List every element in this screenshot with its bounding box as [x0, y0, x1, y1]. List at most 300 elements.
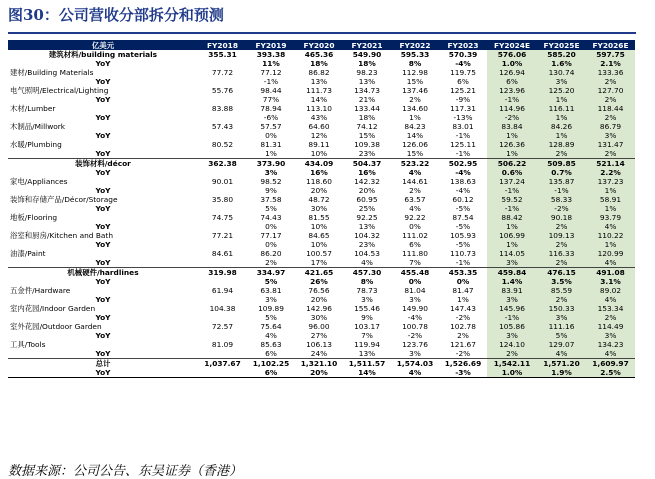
cell-value: -1% [455, 149, 471, 158]
cell-value: 4% [586, 222, 635, 231]
yoy-row [8, 295, 635, 304]
row-label: 家电/Appliances [10, 177, 68, 186]
cell-value: 57.57 [260, 122, 282, 131]
cell-value: 13% [358, 222, 376, 231]
cell-value: 81.09 [211, 340, 234, 349]
cell-value: 2% [537, 295, 586, 304]
cell-value: 1,511.57 [343, 359, 391, 369]
cell-value: 362.38 [198, 159, 247, 169]
row-label: YoY [95, 95, 111, 104]
cell-value: 106.13 [306, 340, 332, 349]
cell-value: 134.60 [402, 104, 428, 113]
row-label: 水暖/Plumbing [10, 140, 62, 149]
row-label: 建材/Building Materials [10, 68, 94, 77]
cell-value: 597.75 [586, 50, 635, 59]
cell-value: 123.96 [487, 86, 537, 95]
segment-row [8, 50, 635, 59]
cell-value: 2% [457, 331, 469, 340]
category-row [8, 304, 635, 313]
cell-value: 5% [264, 277, 278, 286]
row-label: YoY [95, 349, 111, 358]
cell-value: 110.73 [450, 249, 476, 258]
cell-value: -5% [455, 240, 471, 249]
cell-value: 150.33 [537, 304, 586, 313]
cell-value: 3% [586, 331, 635, 340]
cell-value: -1% [487, 186, 537, 195]
cell-value: 120.99 [586, 249, 635, 258]
cell-value: 0% [265, 131, 277, 140]
cell-value [198, 77, 247, 86]
cell-value: 128.89 [537, 140, 586, 149]
cell-value: 77.21 [211, 231, 234, 240]
cell-value: 142.96 [306, 304, 332, 313]
cell-value: 84.65 [308, 231, 330, 240]
cell-value: 7% [361, 331, 373, 340]
cell-value: 109.89 [258, 304, 284, 313]
cell-value: 104.53 [354, 249, 380, 258]
row-label: YoY [8, 368, 198, 378]
cell-value: 126.06 [402, 140, 428, 149]
cell-value: 58.33 [537, 195, 586, 204]
cell-value: -9% [455, 95, 471, 104]
cell-value: 81.04 [404, 286, 426, 295]
cell-value: 145.96 [487, 304, 537, 313]
cell-value: 523.22 [391, 159, 439, 169]
cell-value: 595.33 [400, 50, 430, 59]
cell-value: 1% [487, 222, 537, 231]
cell-value: 1.6% [537, 59, 586, 68]
cell-value: 14% [310, 95, 328, 104]
row-label: 五金件/Hardware [10, 286, 71, 295]
category-row [8, 140, 635, 149]
cell-value [198, 131, 247, 140]
cell-value: 74.12 [356, 122, 378, 131]
cell-value: 12% [310, 131, 328, 140]
yoy-row [8, 313, 635, 322]
cell-value: 74.43 [260, 213, 282, 222]
cell-value [198, 277, 247, 286]
cell-value: 125.20 [537, 86, 586, 95]
row-label: YoY [95, 77, 111, 86]
cell-value: 3.1% [586, 277, 635, 286]
cell-value: 104.38 [209, 304, 236, 313]
cell-value: 84.61 [211, 249, 234, 258]
cell-value: 1,526.69 [439, 359, 487, 369]
cell-value: 26% [310, 277, 328, 286]
cell-value: 15% [406, 149, 424, 158]
row-label: YoY [95, 295, 111, 304]
yoy-row [8, 204, 635, 213]
cell-value: 549.90 [352, 50, 382, 59]
cell-value: 83.01 [452, 122, 474, 131]
cell-value: 1.0% [487, 368, 537, 378]
cell-value [198, 331, 247, 340]
cell-value: 3% [537, 77, 586, 86]
cell-value: 1% [487, 149, 537, 159]
cell-value: 1.9% [537, 368, 586, 378]
cell-value: 18% [310, 59, 328, 68]
cell-value: 106.99 [487, 231, 537, 240]
cell-value: 96.00 [308, 322, 330, 331]
header-year: FY2018 [198, 40, 247, 50]
cell-value: 83.91 [487, 286, 537, 295]
cell-value: 98.44 [260, 86, 282, 95]
cell-value: 81.31 [260, 140, 282, 149]
cell-value: 83.88 [211, 104, 234, 113]
cell-value: 0% [456, 277, 470, 286]
cell-value: 2% [409, 186, 421, 195]
yoy-row [8, 149, 635, 159]
cell-value: -13% [453, 113, 473, 122]
row-label: 木材/Lumber [10, 104, 56, 113]
cell-value: 85.63 [260, 340, 282, 349]
category-row [8, 249, 635, 258]
cell-value: 83.84 [487, 122, 537, 131]
row-label: YoY [95, 258, 111, 267]
cell-value: 72.57 [211, 322, 234, 331]
cell-value: 112.98 [402, 68, 428, 77]
row-label: 总计 [8, 359, 198, 369]
cell-value: -2% [455, 313, 471, 322]
cell-value: 137.46 [402, 86, 428, 95]
cell-value: 4% [586, 258, 635, 268]
cell-value: -1% [455, 131, 471, 140]
category-row [8, 86, 635, 95]
cell-value: 0.6% [487, 168, 537, 177]
cell-value: 20% [310, 295, 328, 304]
cell-value: 1,321.10 [295, 359, 343, 369]
cell-value: 58.91 [586, 195, 635, 204]
cell-value: 100.57 [306, 249, 332, 258]
cell-value: 135.87 [537, 177, 586, 186]
cell-value [198, 295, 247, 304]
cell-value: 2% [537, 149, 586, 159]
cell-value [198, 95, 247, 104]
cell-value: 116.11 [537, 104, 586, 113]
cell-value: 93.79 [586, 213, 635, 222]
row-label: 浴室和厨房/Kitchen and Bath [10, 231, 114, 240]
cell-value: 3% [265, 295, 277, 304]
yoy-row [8, 349, 635, 359]
yoy-row [8, 186, 635, 195]
cell-value: 11% [262, 59, 280, 68]
header-year: FY2026E [586, 40, 635, 50]
cell-value: 27% [310, 331, 328, 340]
cell-value: 13% [310, 77, 328, 86]
cell-value: -5% [455, 204, 471, 213]
row-label: 地板/Flooring [10, 213, 58, 222]
cell-value: 30% [310, 204, 328, 213]
cell-value: 88.42 [487, 213, 537, 222]
cell-value: 1.0% [487, 59, 537, 68]
cell-value: 9% [265, 186, 277, 195]
category-row [8, 177, 635, 186]
cell-value: 8% [408, 59, 422, 68]
cell-value: 5% [265, 313, 277, 322]
cell-value: 2% [586, 95, 635, 104]
row-label: YoY [95, 168, 111, 177]
cell-value: -6% [263, 113, 279, 122]
cell-value: 21% [358, 95, 376, 104]
cell-value: 434.09 [295, 159, 343, 169]
yoy-row [8, 240, 635, 249]
header-year: FY2024E [487, 40, 537, 50]
cell-value: 116.33 [537, 249, 586, 258]
cell-value: -1% [487, 95, 537, 104]
header-year: FY2021 [343, 40, 391, 50]
cell-value: 109.13 [537, 231, 586, 240]
cell-value: 90.18 [537, 213, 586, 222]
cell-value: 1,609.97 [586, 359, 635, 369]
cell-value: 18% [358, 113, 376, 122]
cell-value: 147.43 [450, 304, 476, 313]
row-label: YoY [95, 331, 111, 340]
cell-value: 92.25 [356, 213, 378, 222]
cell-value: 60.12 [452, 195, 474, 204]
row-label: 机械硬件/hardlines [8, 268, 198, 278]
cell-value: 15% [406, 77, 424, 86]
cell-value: 459.84 [487, 268, 537, 278]
cell-value: 14% [406, 131, 424, 140]
cell-value: 4% [265, 331, 277, 340]
cell-value: 86.79 [586, 122, 635, 131]
cell-value: 114.96 [487, 104, 537, 113]
cell-value: 64.60 [308, 122, 330, 131]
cell-value: 8% [360, 277, 374, 286]
cell-value: 149.90 [402, 304, 428, 313]
cell-value: 20% [295, 368, 343, 378]
cell-value: 55.76 [211, 86, 234, 95]
cell-value [198, 59, 247, 68]
cell-value: 4% [391, 368, 439, 378]
yoy-row [8, 113, 635, 122]
header-year: FY2025E [537, 40, 586, 50]
cell-value: 6% [409, 240, 421, 249]
cell-value: 43% [310, 113, 328, 122]
cell-value: -2% [537, 204, 586, 213]
cell-value: 3% [487, 331, 537, 340]
cell-value: 123.76 [402, 340, 428, 349]
yoy-row [8, 331, 635, 340]
cell-value [198, 113, 247, 122]
header-unit: 亿美元 [8, 40, 198, 50]
cell-value: 502.95 [439, 159, 487, 169]
cell-value: 2.1% [586, 59, 635, 68]
cell-value: 155.46 [354, 304, 380, 313]
cell-value: 111.16 [537, 322, 586, 331]
cell-value: 23% [358, 149, 376, 158]
row-label: YoY [95, 131, 111, 140]
cell-value: 102.78 [450, 322, 476, 331]
cell-value: 105.93 [450, 231, 476, 240]
cell-value: 138.63 [450, 177, 476, 186]
cell-value: 1,574.03 [391, 359, 439, 369]
cell-value: 25% [358, 204, 376, 213]
segment-row [8, 268, 635, 278]
cell-value: 81.55 [308, 213, 330, 222]
cell-value: 4% [586, 349, 635, 359]
cell-value: 98.52 [260, 177, 282, 186]
cell-value: 2% [586, 113, 635, 122]
cell-value: 119.94 [354, 340, 380, 349]
yoy-row [8, 222, 635, 231]
cell-value: 144.61 [402, 177, 428, 186]
cell-value: 35.80 [211, 195, 234, 204]
cell-value: 2% [586, 313, 635, 322]
cell-value: 509.85 [537, 159, 586, 169]
cell-value: 521.14 [586, 159, 635, 169]
source-note: 数据来源：公司公告、东吴证券（香港） [8, 464, 243, 479]
cell-value: 37.58 [260, 195, 282, 204]
cell-value: 61.94 [211, 286, 234, 295]
row-label: YoY [95, 186, 111, 195]
yoy-row [8, 59, 635, 68]
cell-value: 105.86 [487, 322, 537, 331]
cell-value: 137.24 [487, 177, 537, 186]
cell-value: 3.5% [537, 277, 586, 286]
cell-value: 90.01 [211, 177, 234, 186]
cell-value: -1% [455, 258, 471, 267]
cell-value: 5% [265, 204, 277, 213]
cell-value: 133.36 [586, 68, 635, 77]
cell-value: 5% [537, 331, 586, 340]
cell-value: 17% [310, 258, 328, 267]
row-label: YoY [95, 113, 111, 122]
cell-value: 89.11 [308, 140, 330, 149]
header-year: FY2019 [247, 40, 295, 50]
cell-value: 10% [310, 240, 328, 249]
cell-value: 2% [409, 95, 421, 104]
cell-value [198, 349, 247, 359]
row-label: 装饰和存储产品/Décor/Storage [10, 195, 118, 204]
cell-value: 134.73 [354, 86, 380, 95]
row-label: YoY [95, 59, 111, 68]
table-header-row [8, 40, 635, 50]
cell-value: -1% [263, 77, 279, 86]
revenue-segment-table [8, 40, 635, 378]
cell-value: 78.73 [356, 286, 378, 295]
cell-value: 137.23 [586, 177, 635, 186]
cell-value: 129.07 [537, 340, 586, 349]
cell-value: 1,571.20 [537, 359, 586, 369]
segment-row [8, 159, 635, 169]
cell-value: 114.49 [586, 322, 635, 331]
cell-value: 30% [310, 313, 328, 322]
cell-value: 2% [265, 258, 277, 267]
cell-value: 111.73 [306, 86, 332, 95]
cell-value [198, 240, 247, 249]
cell-value: 87.54 [452, 213, 474, 222]
cell-value: 48.72 [308, 195, 330, 204]
header-year: FY2020 [295, 40, 343, 50]
yoy-row [8, 77, 635, 86]
row-label: 建筑材料/building materials [48, 50, 158, 59]
row-label: YoY [95, 240, 111, 249]
cell-value: 2% [487, 349, 537, 359]
cell-value: 2.5% [586, 368, 635, 378]
cell-value: 576.06 [487, 50, 537, 59]
yoy-row [8, 368, 635, 378]
cell-value: 1% [586, 204, 635, 213]
cell-value: 0.7% [537, 168, 586, 177]
cell-value: 6% [457, 77, 469, 86]
cell-value: 131.47 [586, 140, 635, 149]
cell-value: 10% [310, 222, 328, 231]
cell-value: 16% [358, 168, 376, 177]
cell-value: 9% [361, 313, 373, 322]
cell-value: -4% [407, 313, 423, 322]
cell-value [198, 258, 247, 268]
cell-value: 6% [487, 77, 537, 86]
cell-value: 81.47 [452, 286, 474, 295]
cell-value: 77% [262, 95, 280, 104]
cell-value [198, 186, 247, 195]
cell-value: 75.64 [260, 322, 282, 331]
cell-value: 133.44 [354, 104, 380, 113]
cell-value: 130.74 [537, 68, 586, 77]
cell-value: 126.36 [487, 140, 537, 149]
cell-value: 4% [408, 168, 422, 177]
cell-value: -5% [455, 222, 471, 231]
cell-value: 16% [310, 168, 328, 177]
cell-value: 1% [537, 131, 586, 140]
cell-value: 2% [537, 258, 586, 268]
segment-row [8, 359, 635, 369]
cell-value: 457.30 [343, 268, 391, 278]
cell-value: 13% [358, 349, 376, 358]
cell-value: 86.20 [260, 249, 282, 258]
cell-value: 57.43 [211, 122, 234, 131]
row-label: 木制品/Millwork [10, 122, 66, 131]
cell-value: -2% [455, 349, 471, 358]
row-label: YoY [95, 313, 111, 322]
cell-value: 6% [247, 368, 295, 378]
cell-value: 1,102.25 [247, 359, 295, 369]
cell-value: 109.38 [354, 140, 380, 149]
cell-value: 421.65 [295, 268, 343, 278]
cell-value: 476.15 [537, 268, 586, 278]
cell-value: 455.48 [391, 268, 439, 278]
cell-value: -1% [487, 204, 537, 213]
cell-value: 3% [586, 131, 635, 140]
cell-value: -1% [537, 186, 586, 195]
cell-value: 126.94 [487, 68, 537, 77]
cell-value: 77.72 [211, 68, 234, 77]
yoy-row [8, 168, 635, 177]
cell-value: 3% [487, 295, 537, 304]
title-divider [8, 32, 636, 34]
cell-value: 119.75 [450, 68, 476, 77]
cell-value: 134.23 [586, 340, 635, 349]
header-year: FY2022 [391, 40, 439, 50]
cell-value: 3% [409, 295, 421, 304]
cell-value: 111.02 [402, 231, 428, 240]
category-row [8, 231, 635, 240]
cell-value [198, 368, 247, 378]
category-row [8, 122, 635, 131]
cell-value: 1% [265, 149, 277, 158]
cell-value: 6% [265, 349, 277, 358]
cell-value: 124.10 [487, 340, 537, 349]
cell-value: 1% [586, 240, 635, 249]
cell-value: 506.22 [487, 159, 537, 169]
category-row [8, 213, 635, 222]
cell-value: 76.56 [308, 286, 330, 295]
cell-value: 98.23 [356, 68, 378, 77]
cell-value: 1% [409, 113, 421, 122]
cell-value: 4% [409, 204, 421, 213]
yoy-row [8, 277, 635, 286]
